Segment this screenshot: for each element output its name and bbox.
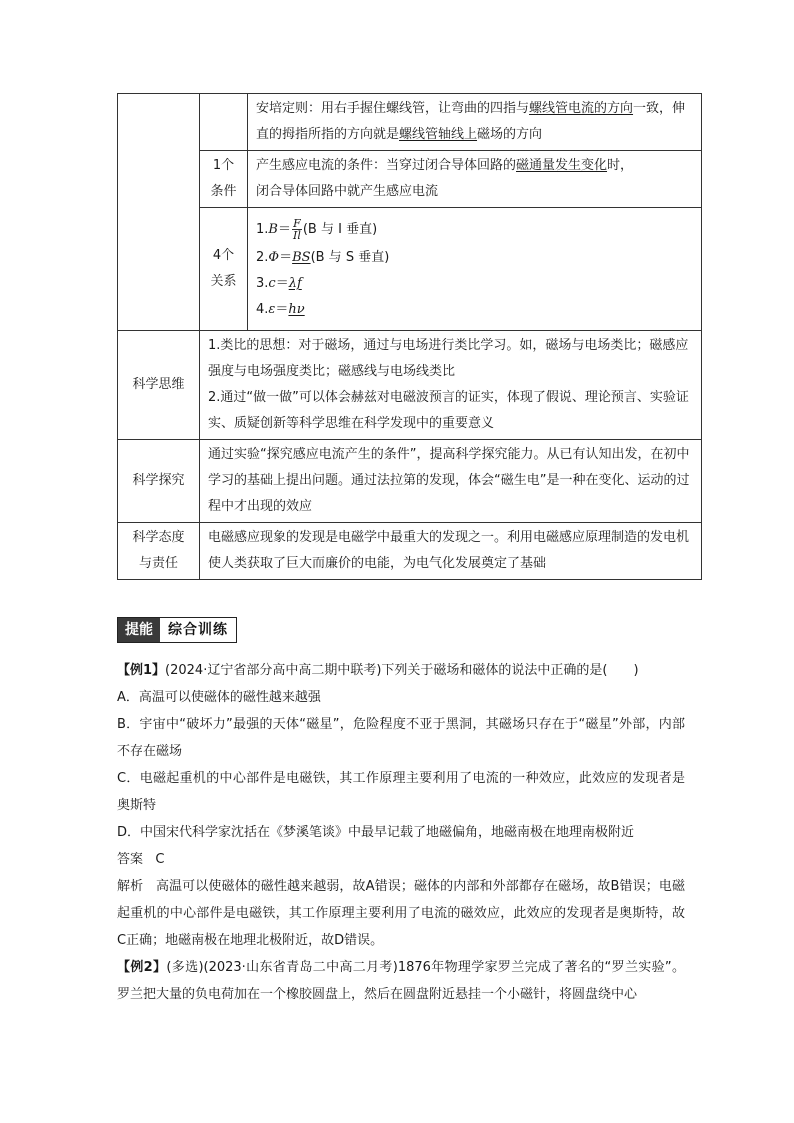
underlined-answer: 螺线管电流的方向 [529,101,634,116]
category-cell-empty [118,94,200,331]
option-b: B．宇宙中“破坏力”最强的天体“磁星”，危险程度不亚于黑洞，其磁场只存在于“磁星”外部，内部不存在磁场 [117,717,685,759]
table-row [118,94,702,151]
summary-table [117,93,702,580]
exercise-content [117,657,685,1008]
ampere-rule-cell: 安培定则：用右手握住螺线管，让弯曲的四指与螺线管电流的方向一致，伸直的拇指所指的方向就是螺线管轴线上磁场的方向 [248,94,702,151]
section-header [117,617,237,643]
category-cell: 科学探究 [118,440,200,523]
underlined-answer: BS [292,250,311,265]
fraction: $\frac{F}{Il}$ [292,217,301,242]
formula-wave-speed: 3.c＝λf [256,276,302,291]
row-label: 1个 条件 [200,151,248,208]
category-cell: 科学态度 与责任 [118,523,200,580]
condition-cell: 产生感应电流的条件：当穿过闭合导体回路的磁通量发生变化时， 闭合导体回路中就产生感应电流 [248,151,702,208]
option-a: A．高温可以使磁体的磁性越来越强 [117,690,321,705]
underlined-answer: 磁通量发生变化 [516,158,608,173]
underlined-answer: λf [288,276,302,291]
option-c: C．电磁起重机的中心部件是电磁铁，其工作原理主要利用了电流的一种效应，此效应的发现者是奥斯特 [117,771,685,813]
example-1-stem: 【例1】(2024·辽宁省部分高中高二期中联考)下列关于磁场和磁体的说法中正确的是( ) [117,663,639,678]
example-2-stem: 【例2】(多选)(2023·山东省青岛二中高二月考)1876年物理学家罗兰完成了著名的“罗兰实验”。罗兰把大量的负电荷加在一个橡胶圆盘上，然后在圆盘附近悬挂一个小磁针，将圆盘绕中心 [117,960,686,1002]
category-cell: 科学思维 [118,331,200,440]
section-title: 综合训练 [160,618,236,642]
table-row [118,151,702,208]
underlined-answer: hν [288,302,305,317]
thinking-cell: 1.类比的思想：对于磁场，通过与电场进行类比学习。如，磁场与电场类比；磁感应强度与电场强度类比；磁感线与电场线类比 2.通过“做一做”可以体会赫兹对电磁波预言的证实，体现了假说、理论预言、实验证实、质疑创新等科学思维在科学发现中的重要意义 [200,331,702,440]
analysis-paragraph: 解析 高温可以使磁体的磁性越来越弱，故A错误；磁体的内部和外部都存在磁场，故B错误；电磁起重机的中心部件是电磁铁，其工作原理主要利用了电流的磁效应，此效应的发现者是奥斯特，故C正确；地磁南极在地理北极附近，故D错误。 [117,879,685,948]
inquiry-cell: 通过实验“探究感应电流产生的条件”，提高科学探究能力。从已有认知出发，在初中学习的基础上提出问题。通过法拉第的发现，体会“磁生电”是一种在变化、运动的过程中才出现的效应 [200,440,702,523]
formulas-cell [248,208,702,331]
table-row [118,331,702,440]
formula-photon-energy: 4.ε＝hν [256,302,305,317]
table-row [118,523,702,580]
formula-flux: 2.Φ＝BS(B 与 S 垂直) [256,250,390,265]
row-label: 4个 关系 [200,208,248,331]
option-d: D．中国宋代科学家沈括在《梦溪笔谈》中最早记载了地磁偏角，地磁南极在地理南极附近 [117,825,635,840]
formula-magnetic-induction: 1.B＝ $\frac{F}{Il}$ (B 与 I 垂直) [256,217,378,242]
label-cell-empty [200,94,248,151]
responsibility-cell: 电磁感应现象的发现是电磁学中最重大的发现之一。利用电磁感应原理制造的发电机使人类获取了巨大而廉价的电能，为电气化发展奠定了基础 [200,523,702,580]
table-row [118,440,702,523]
section-tag: 提能 [118,618,160,642]
table-row [118,208,702,331]
underlined-answer: 螺线管轴线上 [399,127,478,142]
answer-line: 答案 C [117,852,165,867]
